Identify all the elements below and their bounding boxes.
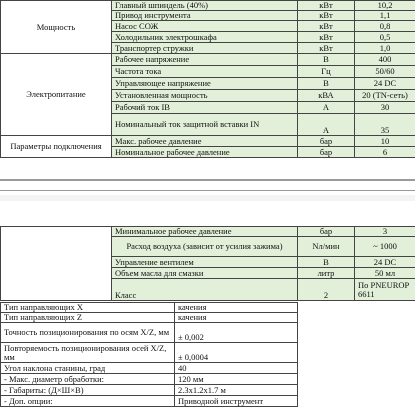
group-blank — [1, 227, 112, 301]
spec-unit: А — [298, 114, 355, 136]
spec-value: ~ 1000 — [355, 237, 415, 257]
spec-label: Частота тока — [112, 66, 298, 78]
param-value: 40 — [175, 363, 298, 374]
spec-unit: кВт — [298, 1, 355, 11]
spec-label: Минимальное рабочее давление — [112, 227, 298, 237]
param-value: ± 0,0004 — [175, 343, 298, 363]
group-electric: Электропитание — [1, 54, 112, 136]
spec-label: Холодильник электрошкафа — [112, 32, 298, 43]
spec-value: 10,2 — [355, 1, 415, 11]
spec-label: Управление вентилем — [112, 257, 298, 268]
page-margin-band — [0, 195, 415, 201]
spec-unit: В — [298, 78, 355, 90]
param-label: Угол наклона станины, град — [1, 363, 175, 374]
param-value: Приводной инструмент — [175, 396, 298, 407]
param-label: - Макс. диаметр обработки: — [1, 374, 175, 385]
spec-unit: кВт — [298, 32, 355, 43]
spec-value: 35 — [355, 114, 415, 136]
spec-label: Номинальное рабочее давление — [112, 147, 298, 158]
spec-unit: бар — [298, 136, 355, 147]
param-label: Точность позиционирования по осям X/Z, мм — [1, 323, 175, 343]
spec-unit: кВА — [298, 90, 355, 102]
spec-label: Главный шпиндель (40%) — [112, 1, 298, 11]
spec-value: 3 — [355, 227, 415, 237]
specs-table-top — [0, 0, 415, 158]
param-value: качения — [175, 313, 298, 323]
spec-unit: Nл/мин — [298, 237, 355, 257]
param-label: - Габариты: (Д×Ш×В) — [1, 385, 175, 396]
spec-value: 400 — [355, 54, 415, 66]
spec-label: Номинальный ток защитной вставки IN — [112, 114, 298, 136]
spec-value: 0,5 — [355, 32, 415, 43]
spec-unit: 2 — [298, 279, 355, 301]
spec-value: 6 — [355, 147, 415, 158]
spec-label: Насос СОЖ — [112, 21, 298, 32]
spec-value: 1,0 — [355, 43, 415, 54]
spec-unit: кВт — [298, 43, 355, 54]
spec-unit: бар — [298, 227, 355, 237]
spec-value: 10 — [355, 136, 415, 147]
spec-value: 50 мл — [355, 268, 415, 279]
param-value: 120 мм — [175, 374, 298, 385]
spec-unit: кВт — [298, 11, 355, 21]
param-value: 2.3x1.2x1.7 м — [175, 385, 298, 396]
param-label: - Доп. опции: — [1, 396, 175, 407]
spec-value: 50/60 — [355, 66, 415, 78]
spec-unit: бар — [298, 147, 355, 158]
spec-unit: Гц — [298, 66, 355, 78]
spec-label: Класс — [112, 279, 298, 301]
spec-label: Рабочее напряжение — [112, 54, 298, 66]
param-label: Тип направляющих Z — [1, 313, 175, 323]
specs-table-middle — [0, 226, 415, 301]
spec-unit: кВт — [298, 21, 355, 32]
spec-unit: В — [298, 54, 355, 66]
spec-unit: литр — [298, 268, 355, 279]
param-value: качения — [175, 303, 298, 313]
spec-label: Транспортер стружки — [112, 43, 298, 54]
param-label: Тип направляющих X — [1, 303, 175, 313]
spec-value: 20 (TN-сеть) — [355, 90, 415, 102]
spec-label: Объем масла для смазки — [112, 268, 298, 279]
spec-value: По PNEUROP 6611 — [355, 279, 415, 301]
spec-value: 1,1 — [355, 11, 415, 21]
spec-label: Рабочий ток IB — [112, 102, 298, 114]
spec-value: 30 — [355, 102, 415, 114]
spec-label: Макс. рабочее давление — [112, 136, 298, 147]
specs-table-bottom — [0, 302, 298, 407]
spec-unit: А — [298, 102, 355, 114]
spec-label: Расход воздуха (зависит от усилия зажима) — [112, 237, 298, 257]
param-value: ± 0,002 — [175, 323, 298, 343]
group-connection: Параметры подключения — [1, 136, 112, 158]
param-label: Повторяемость позиционирования осей X/Z, мм — [1, 343, 175, 363]
spec-value: 24 DC — [355, 78, 415, 90]
spec-label: Установленная мощность — [112, 90, 298, 102]
spec-label: Управляющее напряжение — [112, 78, 298, 90]
spec-value: 24 DC — [355, 257, 415, 268]
spec-value: 0,8 — [355, 21, 415, 32]
spec-unit: В — [298, 257, 355, 268]
group-power: Мощность — [1, 1, 112, 54]
spec-label: Привод инструмента — [112, 11, 298, 21]
